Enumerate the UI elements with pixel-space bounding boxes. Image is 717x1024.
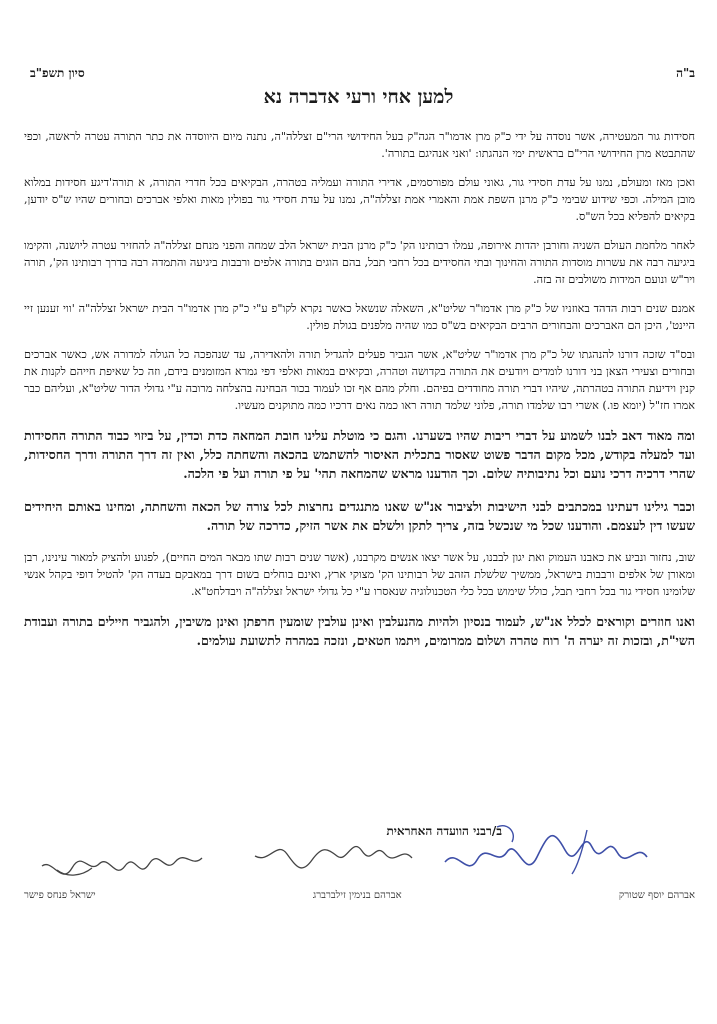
signature-2: [247, 836, 417, 876]
letter-title: למען אחי ורעי אדברה נא: [263, 86, 454, 108]
paragraph: לאחר מלחמת העולם השניה וחורבן יהדות אירופה, עמלו רבותינו הק' כ"ק מרנן הבית ישראל הלב שמחה והפני מנחם זצללה"ה להחזיר עטרה ליושנה, והקימו ביגיעה רבה את עשרות מוסדות התורה והחינוך ובתי החסידים בכל רחבי תבל, בהם הוגים בתורה אלפים ורבבות ביגיעה והתמדה רבה בדרך רבותינו הק', תורה ויר"ש ונועם המידות משולבים זה בזה.: [24, 239, 695, 286]
paragraph: ואכן מאז ומעולם, נמנו על עדת חסידי גור, גאוני עולם מפורסמים, אדירי התורה ועמליה בטהרה, הבקיאים בכל חדרי התורה, א תורה'דיגע חסידות במלוא מובן המילה. וכפי שידוע שבימי כ"ק מרנן השפת אמת והאמרי אמת זצללה"ה, נמנו על עדת חסידי גור בפולין מאות ואלפי אברכים ובחורים שהיו ש"ס יודען, בקיאים להפליא בכל הש"ס.: [24, 176, 695, 223]
bold-paragraph: וכבר גילינו דעתינו במכתבים לבני הישיבות ולציבור אנ"ש שאנו מתנגדים נחרצות לכל צורה של הכאה והשחתה, ומחינו באותם היחידים שעשו דין לעצמם. והודענו שכל מי שנכשל בזה, צריך לתקן ולשלם את אשר הזיק, כדרכה של תורה.: [24, 499, 695, 533]
closing-paragraph: שוב, נחזור ונביע את כאבנו העמוק ואת יגון לבבנו, על אשר יצאו אנשים מקרבנו, (אשר שנים רבות שתו מבאר המים החיים), לפגוע ולהציק למאור עינינו, רבן ומאורן של אלפים ורבבות בישראל, ממשיך שלשלת הזהב של רבותינו הק' מצוקי ארץ, ואינם בוחלים בשום דרך במאבקם בעדה הק' להטיל דופי בקהל אנשי שלומינו חסידי גור בכל רחבי תבל, כולל שימוש בכל כלי הטכנולוגיה שנאסרו ע"י כל גדולי ישראל זצללה"ה ויבדלחט"א.: [24, 551, 695, 598]
paragraph: אמנם שנים רבות הדהד באוזניו של כ"ק מרן אדמו"ר שליט"א, השאלה שנשאל כאשר נקרא לקו"פ ע"י כ"ק מרן אדמו"ר הבית ישראל זצללה"ה 'ווי זענען זיי היינט', היכן הם האברכים והבחורים הרבים הבקיאים בש"ס כמו שהיה מלפנים בגולת פולין.: [24, 302, 695, 332]
bold-paragraph: ומה מאוד דאב לבנו לשמוע על דברי ריבות שהיו בשערנו. והגם כי מוטלת עלינו חובת המחאה כדת וכדין, על ביזוי כבוד התורה החסידות ועד למעלה בקודש, מכל מקום הדבר פשוט שאסור בתכלית האיסור להשתמש בהכאה והשחתה כלל, ואין זה דרך התורה ודרך החסידות, שהרי דרכיה דרכי נועם וכל נתיבותיה שלום. וכך הודענו מראש שהמחאה תהי' על פי תורה ועל פי הלכה.: [24, 428, 695, 481]
paragraph: ובס"ד שזכה דורנו להנהגתו של כ"ק מרן אדמו"ר שליט"א, אשר הגביר פעלים להגדיל תורה ולהאדירה, עד שנהפכה כל הגולה למדורה אש, כאשר אברכים ובחורים וצעירי הצאן בני דורנו לומדים ויודעים את התורה בקדושה וטהרה, ובקיאים במאות ואלפי דפי גמרא המזומנים בידם, וזה כל שאיפת חייהם לקנות את קנין וידיעת התורה בטהרתה, שיהיו דברי תורה מחודדים בפיהם. וחלק מהם אף זכו לעמוד בכור הבחינה בהצלחה מרובה ע"י גדולי הדור שליט"א, ועליהם כבר אמרו חז"ל (יומא פו.) אשרי רבו שלמדו תורה, פלוני שלמד תורה ראו כמה נאים דרכיו כמה מתוקנים מעשיו.: [24, 348, 695, 412]
paragraph: חסידות גור המעטירה, אשר נוסדה על ידי כ"ק מרן אדמו"ר הגה"ק בעל החידושי הרי"ם זצללה"ה, נתנה מיום היווסדה את כתר התורה עטרה לראשה, וכפי שהתבטא מרן החידושי הרי"ם בראשית ימי הנהגתו: 'ואני אנהיגם בתורה'.: [24, 130, 695, 160]
signature-name: אברהם בנימין זילברברג: [312, 890, 402, 901]
letter-body: [24, 128, 695, 664]
final-call-paragraph: ואנו חוזרים וקוראים לכלל אנ"ש, לעמוד בנסיון ולהיות מהנעלבין ואינן עולבין שומעין חרפתן ואינן משיבין, ולהגביר חיילים בתורה ועבודת השי"ת, ובזכות זה יערה ה' רוח טהרה ושלום ממרומים, ויתמו חטאים, ונזכה במהרה לתשועת עולמים.: [24, 614, 695, 648]
signature-name: ישראל פנחס פישר: [24, 890, 96, 901]
signature-name: אברהם יוסף שטורק: [618, 890, 695, 901]
signature-3: [37, 838, 207, 883]
signature-header: ב/רבני הוועדה האחראית: [386, 824, 502, 838]
date-label: סיון תשפ"ב: [30, 66, 85, 80]
bh-mark: ב"ה: [676, 66, 695, 80]
signature-1: [437, 812, 657, 882]
